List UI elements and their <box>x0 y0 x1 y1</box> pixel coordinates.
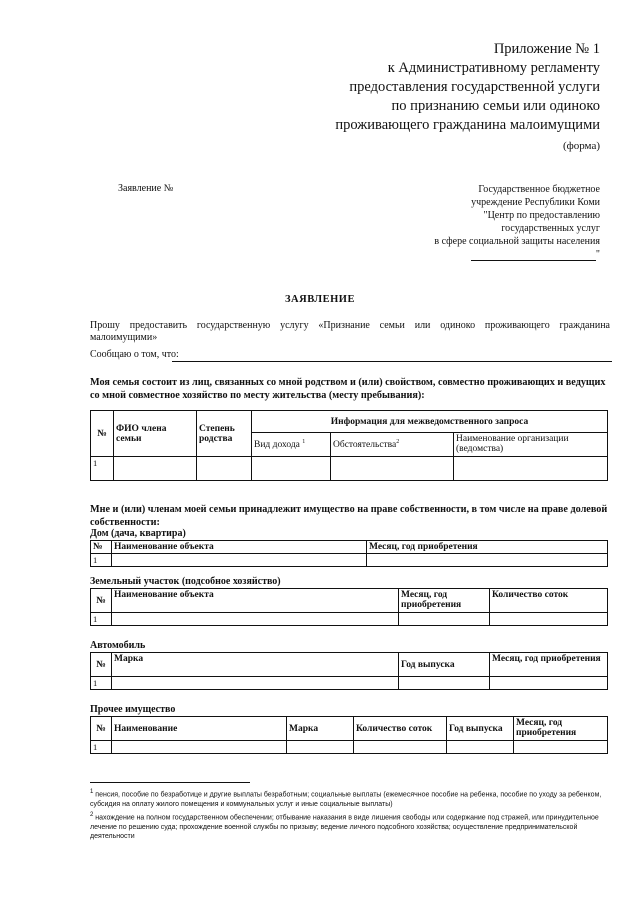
col-name: Наименование <box>112 717 287 741</box>
annex-line: по признанию семьи или одиноко <box>391 98 600 114</box>
document-title: ЗАЯВЛЕНИЕ <box>285 294 355 305</box>
annex-header <box>270 40 600 135</box>
cell[interactable] <box>112 554 367 567</box>
col-relation: Степень родства <box>197 411 252 457</box>
other-table <box>90 716 608 754</box>
cell[interactable] <box>287 741 354 754</box>
col-date: Месяц, год приобретения <box>490 653 608 677</box>
cell[interactable] <box>399 613 490 626</box>
cell[interactable] <box>112 613 399 626</box>
land-table <box>90 588 608 626</box>
addressee-block <box>380 183 600 261</box>
col-num: № <box>91 717 112 741</box>
col-year: Год выпуска <box>447 717 514 741</box>
col-date: Месяц, год приобретения <box>399 589 490 613</box>
col-name: ФИО члена семьи <box>114 411 197 457</box>
cell[interactable] <box>399 677 490 690</box>
row-num: 1 <box>91 554 112 567</box>
col-date: Месяц, год приобретения <box>367 541 608 554</box>
footnote-ref: 2 <box>396 438 400 445</box>
cell[interactable] <box>197 457 252 481</box>
cell[interactable] <box>331 457 454 481</box>
addressee-line: Государственное бюджетное <box>478 184 600 195</box>
row-num: 1 <box>91 741 112 754</box>
addressee-line: государственных услуг <box>501 223 600 234</box>
col-num: № <box>91 653 112 677</box>
col-brand: Марка <box>112 653 399 677</box>
house-heading: Дом (дача, квартира) <box>90 528 186 539</box>
family-paragraph: Моя семья состоит из лиц, связанных со мной родством и (или) свойством, совместно проживающих и ведущих со мной совместное хозяйство по месту жительства (месту пребывания): <box>90 377 606 401</box>
cell[interactable] <box>514 741 608 754</box>
addressee-line: "Центр по предоставлению <box>483 210 600 221</box>
addressee-blank-line[interactable] <box>471 251 596 261</box>
other-heading: Прочее имущество <box>90 704 176 715</box>
col-num: № <box>91 589 112 613</box>
annex-line: к Административному регламенту <box>387 60 600 76</box>
property-paragraph: Мне и (или) членам моей семьи принадлежит имущество на праве собственности, в том числе на праве долевой собственности: <box>90 504 608 528</box>
footnote-mark: 2 <box>90 812 94 818</box>
cell[interactable] <box>114 457 197 481</box>
inform-blank-line[interactable] <box>172 361 612 362</box>
col-brand: Марка <box>287 717 354 741</box>
row-num: 1 <box>91 457 114 481</box>
col-area: Количество соток <box>354 717 447 741</box>
cell[interactable] <box>252 457 331 481</box>
footnote-divider <box>90 782 250 783</box>
house-table <box>90 540 608 567</box>
row-num: 1 <box>91 677 112 690</box>
addressee-line: в сфере социальной защиты населения <box>434 236 600 247</box>
footnote-ref: 1 <box>302 438 306 445</box>
group-header: Информация для межведомственного запроса <box>252 411 608 433</box>
col-circumstance-text: Обстоятельства <box>333 440 397 451</box>
addressee-quote: " <box>595 249 600 260</box>
cell[interactable] <box>112 741 287 754</box>
col-area: Количество соток <box>490 589 608 613</box>
col-num: № <box>91 541 112 554</box>
cell[interactable] <box>112 677 399 690</box>
cell[interactable] <box>490 613 608 626</box>
col-date: Месяц, год приобретения <box>514 717 608 741</box>
form-label: (форма) <box>562 140 600 152</box>
col-org: Наименование организации (ведомства) <box>454 433 608 457</box>
land-heading: Земельный участок (подсобное хозяйство) <box>90 576 281 587</box>
cell[interactable] <box>490 677 608 690</box>
footnote-1 <box>90 788 610 809</box>
col-name: Наименование объекта <box>112 541 367 554</box>
annex-line: проживающего гражданина малоимущими <box>335 117 600 133</box>
cell[interactable] <box>367 554 608 567</box>
cell[interactable] <box>454 457 608 481</box>
family-table <box>90 410 608 481</box>
col-year: Год выпуска <box>399 653 490 677</box>
col-circumstance <box>331 433 454 457</box>
footnote-2 <box>90 811 610 842</box>
col-income-text: Вид дохода <box>254 440 300 451</box>
cell[interactable] <box>447 741 514 754</box>
col-income <box>252 433 331 457</box>
footnote-text: нахождение на полном государственном обеспечении; отбывание наказания в виде лишения свободы или содержание под стражей, или принудительное лечение по решению суда; прохождение военной службы по призыву; ведение личного подсобного хозяйства; осуществление предпринимательской деятельности <box>90 814 599 841</box>
annex-line: предоставления государственной услуги <box>349 79 600 95</box>
inform-label: Сообщаю о том, что: <box>90 349 179 360</box>
addressee-line: учреждение Республики Коми <box>471 197 600 208</box>
annex-line: Приложение № 1 <box>493 41 600 57</box>
application-number-label: Заявление № <box>118 183 174 194</box>
col-name: Наименование объекта <box>112 589 399 613</box>
col-num: № <box>91 411 114 457</box>
footnote-mark: 1 <box>90 789 94 795</box>
cell[interactable] <box>354 741 447 754</box>
footnote-text: пенсия, пособие по безработице и другие выплаты безработным; социальные выплаты (ежемесячное пособие на ребенка, пособие по уходу за ребенком, субсидия на оплату жилого помещения и коммунальных услуг и иные социальные выплаты) <box>90 791 602 808</box>
row-num: 1 <box>91 613 112 626</box>
car-heading: Автомобиль <box>90 640 146 651</box>
car-table <box>90 652 608 690</box>
request-text: Прошу предоставить государственную услугу «Признание семьи или одиноко проживающего гражданина малоимущими» <box>90 320 610 343</box>
